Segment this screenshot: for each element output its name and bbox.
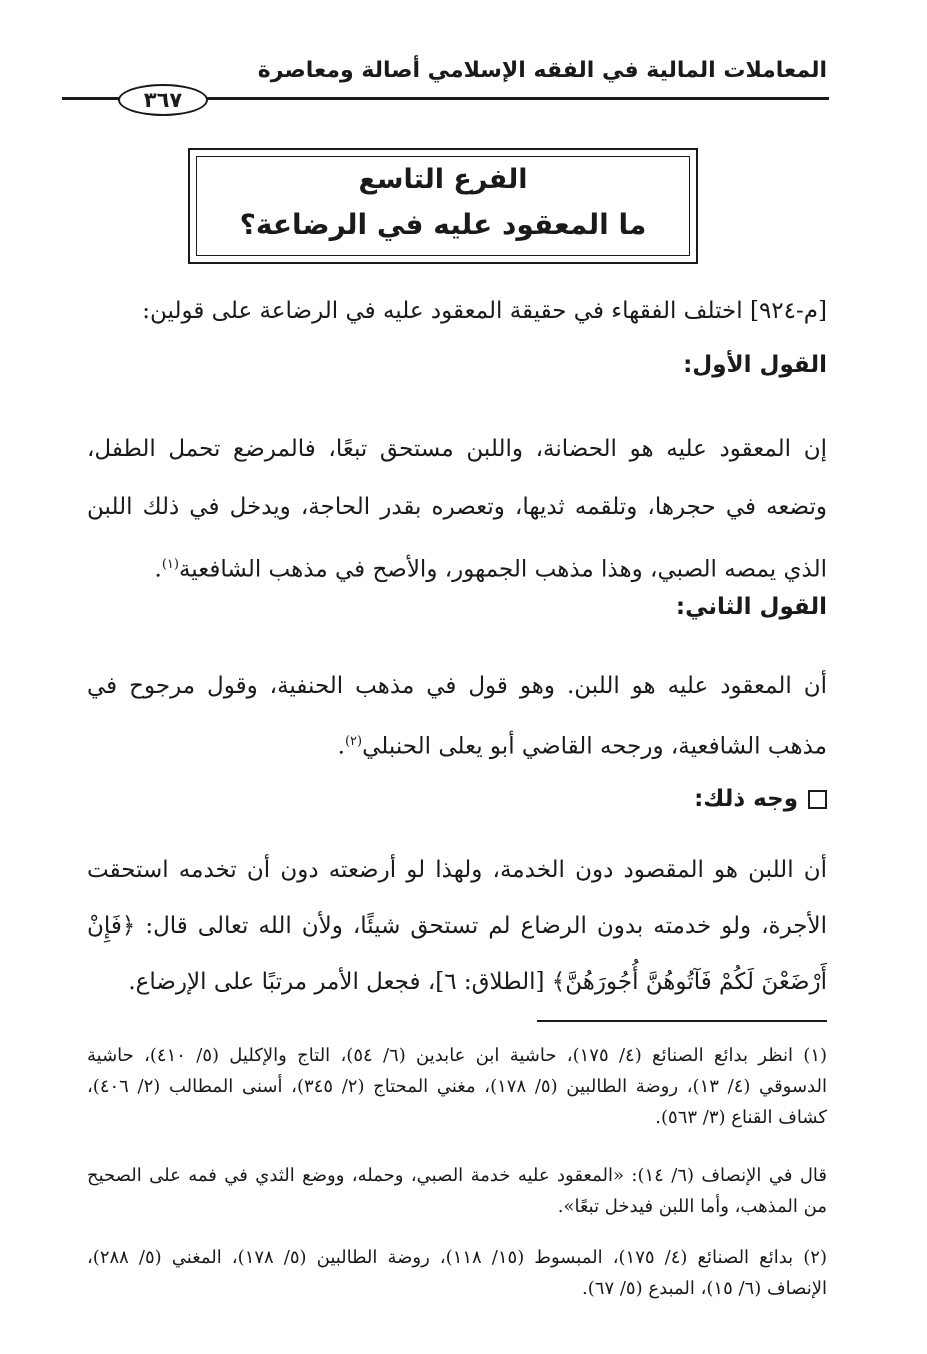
second-opinion-end: . <box>337 733 345 760</box>
first-opinion-text: إن المعقود عليه هو الحضانة، واللبن مستحق تبعًا، فالمرضع تحمل الطفل، وتضعه في حجرها، وتلقمه ثديها، وتعصره بقدر الحاجة، ويدخل في ذلك اللبن الذي يمصه الصبي، وهذا مذهب الجمهور، والأصح في مذهب الشافعية <box>87 436 827 583</box>
intro-paragraph: [م-٩٢٤] اختلف الفقهاء في حقيقة المعقود عليه في الرضاعة على قولين: <box>142 298 827 324</box>
section-title-line1: الفرع التاسع <box>358 164 528 195</box>
first-opinion-heading: القول الأول: <box>683 352 827 378</box>
reason-heading: وجه ذلك: <box>694 786 798 812</box>
reason-paragraph: أن اللبن هو المقصود دون الخدمة، ولهذا لو أرضعته دون أن تخدمه استحقت الأجرة، ولو خدمته بدون الرضاع لم تستحق شيئًا، ولأن الله تعالى قال: ﴿فَإِنْ أَرْضَعْنَ لَكُمْ فَآتُوهُنَّ أُجُورَهُنَّ﴾ [الطلاق: ٦]، فجعل الأمر مرتبًا على الإرضاع. <box>87 857 827 995</box>
footnote-ref-2[interactable]: (٢) <box>344 734 363 749</box>
reason-heading-row <box>694 786 827 812</box>
section-title-line2: ما المعقود عليه في الرضاعة؟ <box>239 208 647 241</box>
footnote-ref-1[interactable]: (١) <box>161 557 179 572</box>
second-opinion-text: أن المعقود عليه هو اللبن. وهو قول في مذهب الحنفية، وقول مرجوح في مذهب الشافعية، ورجحه القاضي أبو يعلى الحنبلي <box>87 673 827 760</box>
second-opinion-paragraph <box>87 658 827 775</box>
checkbox-square-icon <box>808 790 827 809</box>
running-title: المعاملات المالية في الفقه الإسلامي أصالة ومعاصرة <box>257 58 827 83</box>
footnote-2: (٢) بدائع الصنائع (٤/ ١٧٥)، المبسوط (١٥/ ١١٨)، روضة الطالبين (٥/ ١٧٨)، المغني (٥/ ٢٨٨)، الإنصاف (٦/ ١٥)، المبدع (٥/ ٦٧). <box>87 1247 827 1299</box>
first-opinion-end: . <box>154 556 162 583</box>
footnote-separator <box>537 1020 827 1022</box>
section-title-box <box>188 148 698 264</box>
first-opinion-paragraph <box>87 420 827 599</box>
footnote-1: (١) انظر بدائع الصنائع (٤/ ١٧٥)، حاشية ابن عابدين (٦/ ٥٤)، التاج والإكليل (٥/ ٤١٠)، حاشية الدسوقي (٤/ ١٣)، روضة الطالبين (٥/ ١٧٨)، مغني المحتاج (٢/ ٣٤٥)، أسنى المطالب (٢/ ٤٠٦)، كشاف القناع (٣/ ٥٦٣). <box>87 1045 828 1128</box>
page-number: ٣٦٧ <box>118 84 208 116</box>
second-opinion-heading: القول الثاني: <box>675 594 827 620</box>
footnote-1-continued: قال في الإنصاف (٦/ ١٤): «المعقود عليه خدمة الصبي، وحمله، ووضع الثدي في فمه على الصحيح من المذهب، وأما اللبن فيدخل تبعًا». <box>87 1165 827 1217</box>
